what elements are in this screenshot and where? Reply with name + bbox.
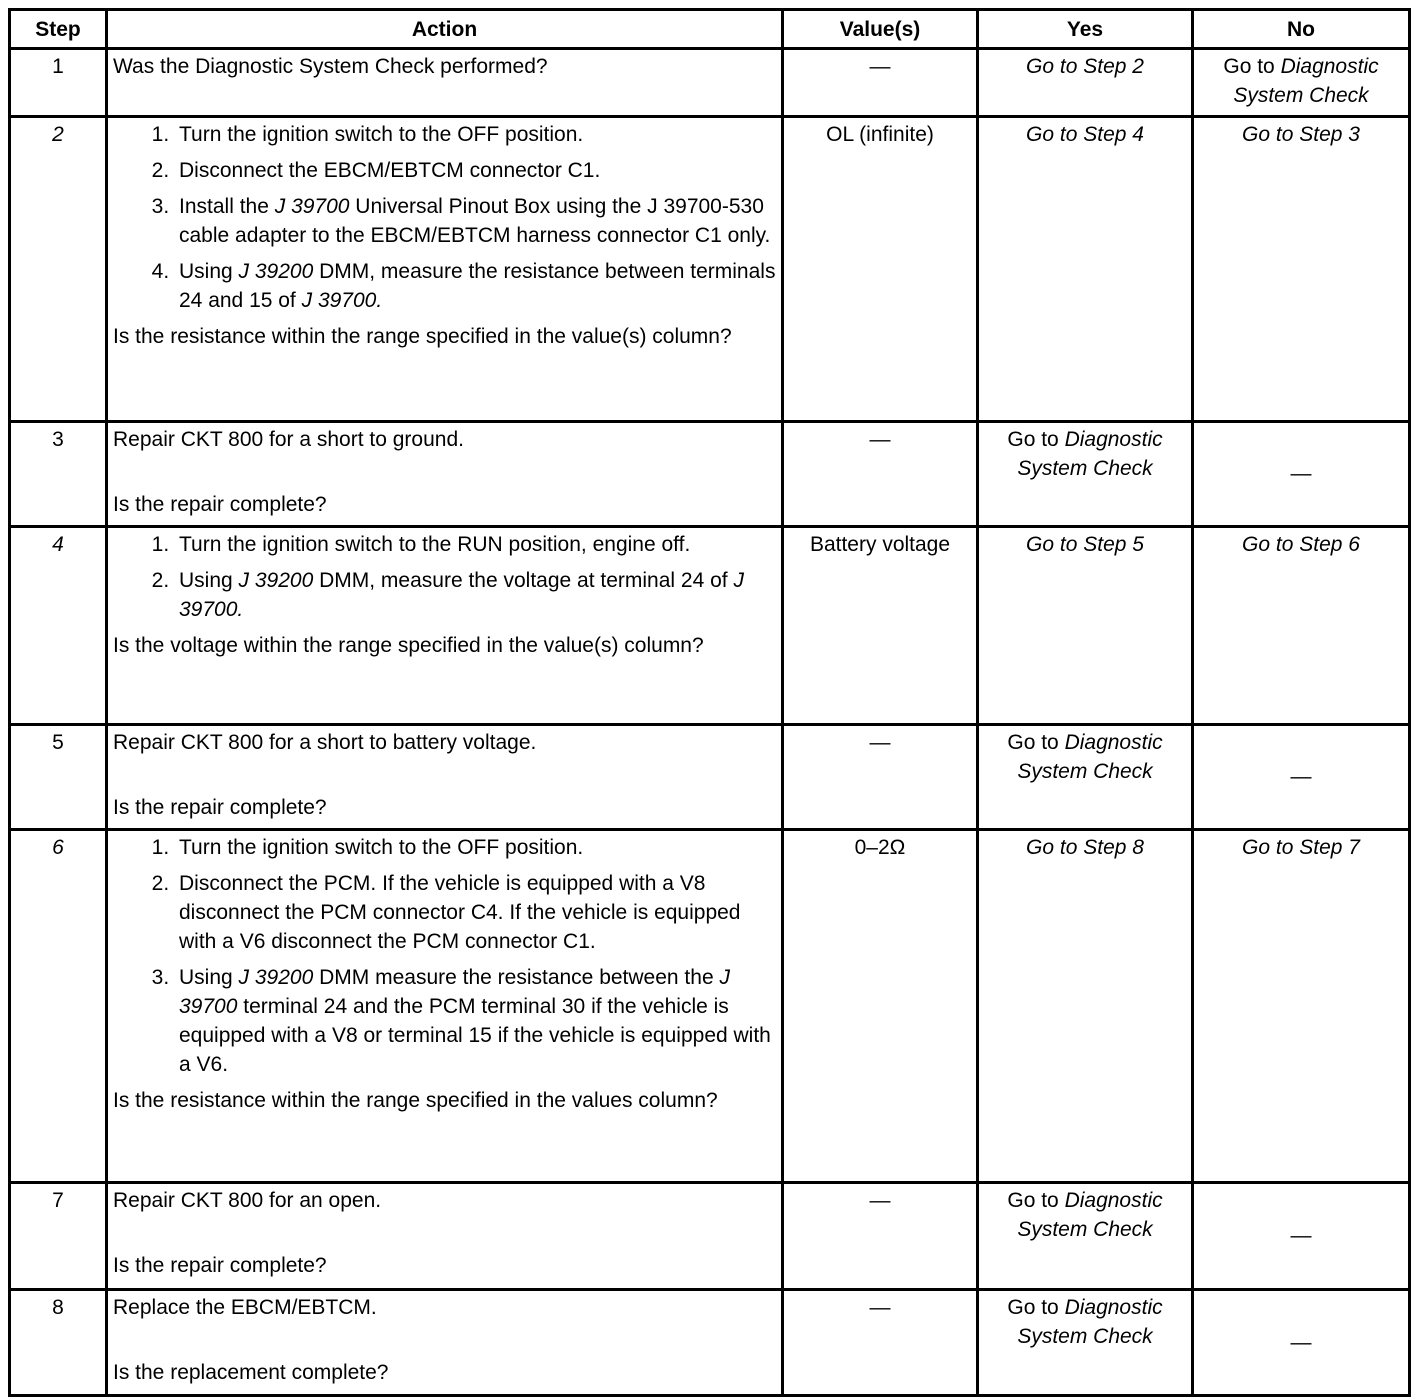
text-run: DMM, measure the voltage at terminal 24 of	[313, 569, 734, 592]
list-item: 2. Disconnect the EBCM/EBTCM connector C1.	[175, 156, 776, 185]
list-item: 2. Disconnect the PCM. If the vehicle is equipped with a V8 disconnect the PCM connector C4. If the vehicle is equipped with a V6 disconnect the PCM connector C1.	[175, 869, 776, 956]
yes-prefix: Go to	[1007, 1189, 1065, 1212]
yes-link: Diagnostic	[1064, 731, 1163, 754]
table-row	[10, 117, 1410, 422]
no-cell: —	[1193, 725, 1410, 830]
action-question: Is the voltage within the range specified in the value(s) column?	[113, 634, 704, 657]
action-question: Is the resistance within the range specified in the values column?	[113, 1089, 718, 1112]
tool-ref: J 39200	[238, 966, 314, 989]
list-item	[175, 192, 776, 250]
text-run: DMM, measure the resistance between terminals 24 and 15 of	[179, 260, 776, 312]
step-number: 2	[10, 117, 107, 422]
no-cell: —	[1193, 1290, 1410, 1396]
yes-prefix: Go to	[1007, 428, 1065, 451]
header-yes: Yes	[978, 10, 1193, 49]
header-action: Action	[107, 10, 783, 49]
no-link: Diagnostic System Check	[1233, 55, 1379, 107]
yes-link: System Check	[1017, 760, 1153, 783]
tool-ref: J 39700	[179, 966, 730, 1018]
no-cell	[1193, 830, 1410, 1183]
yes-link: Go to Step 8	[1026, 836, 1144, 859]
no-cell	[1193, 527, 1410, 725]
text-run: Using	[179, 966, 239, 989]
action-list	[113, 833, 776, 1079]
header-values: Value(s)	[783, 10, 978, 49]
yes-link: Diagnostic	[1064, 1189, 1163, 1212]
value-cell: —	[783, 1290, 978, 1396]
table-row	[10, 49, 1410, 117]
list-item	[175, 963, 776, 1079]
value-cell: —	[783, 422, 978, 527]
yes-link: Go to Step 5	[1026, 533, 1144, 556]
yes-prefix: Go to	[1007, 731, 1065, 754]
no-link: Go to Step 3	[1242, 123, 1360, 146]
no-cell	[1193, 117, 1410, 422]
tool-ref: J 39700.	[301, 289, 383, 312]
no-cell: —	[1193, 422, 1410, 527]
yes-cell	[978, 117, 1193, 422]
table-row	[10, 725, 1410, 830]
action-question: Is the replacement complete?	[113, 1361, 389, 1384]
action-cell	[107, 1183, 783, 1290]
yes-prefix: Go to	[1007, 1296, 1065, 1319]
action-text: Was the Diagnostic System Check performed?	[113, 55, 548, 78]
value-cell: 0–2Ω	[783, 830, 978, 1183]
tool-ref: J 39700.	[179, 569, 744, 621]
action-text: Repair CKT 800 for an open.	[113, 1189, 382, 1212]
yes-link: System Check	[1017, 457, 1153, 480]
step-number: 3	[10, 422, 107, 527]
action-text: Repair CKT 800 for a short to battery voltage.	[113, 731, 537, 754]
action-cell	[107, 422, 783, 527]
action-text: Replace the EBCM/EBTCM.	[113, 1296, 377, 1319]
yes-link: Go to Step 4	[1026, 123, 1144, 146]
value-cell: —	[783, 1183, 978, 1290]
header-row	[10, 10, 1410, 49]
tool-ref: J 39200	[238, 260, 314, 283]
header-step: Step	[10, 10, 107, 49]
list-item: 1. Turn the ignition switch to the OFF position.	[175, 833, 776, 862]
action-cell	[107, 49, 783, 117]
action-cell	[107, 1290, 783, 1396]
diagnostic-table	[8, 8, 1411, 1397]
table-row	[10, 422, 1410, 527]
yes-cell	[978, 1290, 1193, 1396]
yes-link: Go to Step 2	[1026, 55, 1144, 78]
step-number: 5	[10, 725, 107, 830]
table-row	[10, 527, 1410, 725]
yes-link: Diagnostic	[1064, 1296, 1163, 1319]
yes-cell	[978, 830, 1193, 1183]
yes-cell	[978, 1183, 1193, 1290]
yes-cell	[978, 422, 1193, 527]
value-cell: —	[783, 49, 978, 117]
action-text: Repair CKT 800 for a short to ground.	[113, 428, 464, 451]
text-run: Using	[179, 569, 239, 592]
action-question: Is the repair complete?	[113, 1254, 327, 1277]
no-prefix: Go to	[1223, 55, 1281, 78]
no-cell: —	[1193, 1183, 1410, 1290]
step-number: 7	[10, 1183, 107, 1290]
yes-cell	[978, 49, 1193, 117]
action-question: Is the repair complete?	[113, 796, 327, 819]
yes-link: System Check	[1017, 1325, 1153, 1348]
action-cell	[107, 527, 783, 725]
action-cell	[107, 830, 783, 1183]
action-list	[113, 120, 776, 315]
step-number: 8	[10, 1290, 107, 1396]
action-cell	[107, 117, 783, 422]
no-cell	[1193, 49, 1410, 117]
text-run: DMM measure the resistance between the	[313, 966, 720, 989]
list-item	[175, 566, 776, 624]
no-link: Go to Step 7	[1242, 836, 1360, 859]
header-no: No	[1193, 10, 1410, 49]
action-list	[113, 530, 776, 624]
yes-link: System Check	[1017, 1218, 1153, 1241]
value-cell: Battery voltage	[783, 527, 978, 725]
value-cell: —	[783, 725, 978, 830]
value-cell: OL (infinite)	[783, 117, 978, 422]
text-run: Universal Pinout Box using the J 39700-530 cable adapter to the EBCM/EBTCM harness connector C1 only.	[179, 195, 771, 247]
no-link: Go to Step 6	[1242, 533, 1360, 556]
step-number: 4	[10, 527, 107, 725]
text-run: Using	[179, 260, 239, 283]
list-item: 1. Turn the ignition switch to the RUN position, engine off.	[175, 530, 776, 559]
tool-ref: J 39200	[238, 569, 314, 592]
yes-cell	[978, 527, 1193, 725]
text-run: terminal 24 and the PCM terminal 30 if the vehicle is equipped with a V8 or terminal 15 if the vehicle is equipped with a V6.	[179, 995, 771, 1076]
text-run: Install the	[179, 195, 275, 218]
table-row	[10, 1290, 1410, 1396]
step-number: 1	[10, 49, 107, 117]
list-item: 1. Turn the ignition switch to the OFF position.	[175, 120, 776, 149]
yes-link: Diagnostic	[1064, 428, 1163, 451]
table-row	[10, 830, 1410, 1183]
yes-cell	[978, 725, 1193, 830]
table-row	[10, 1183, 1410, 1290]
tool-ref: J 39700	[274, 195, 350, 218]
action-question: Is the repair complete?	[113, 493, 327, 516]
step-number: 6	[10, 830, 107, 1183]
list-item	[175, 257, 776, 315]
action-cell	[107, 725, 783, 830]
action-question: Is the resistance within the range specified in the value(s) column?	[113, 325, 732, 348]
